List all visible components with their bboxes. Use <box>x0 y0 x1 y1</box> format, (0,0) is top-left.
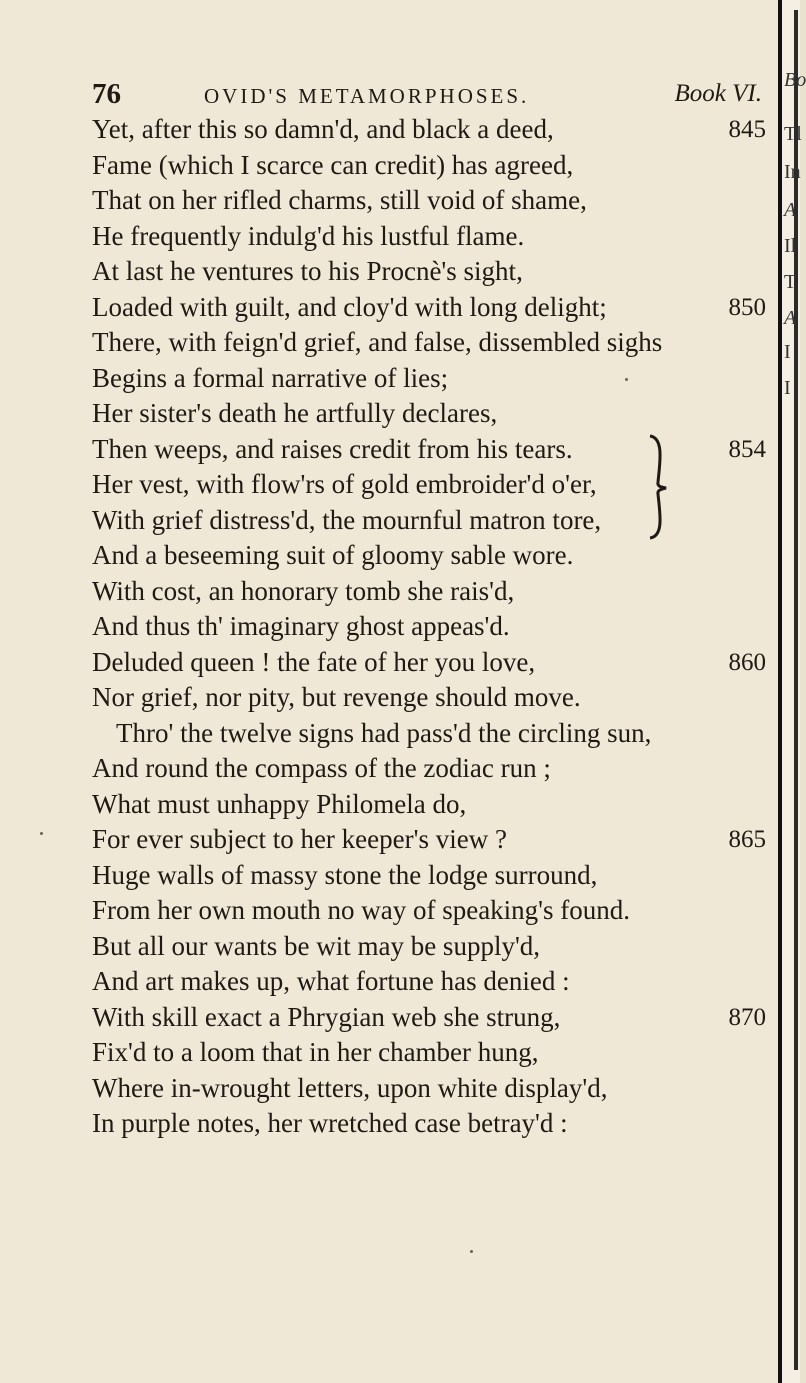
verse-line <box>92 290 776 326</box>
verse-text: At last he ventures to his Procnè's sight, <box>92 256 523 286</box>
verse-text: Yet, after this so damn'd, and black a deed, <box>92 114 554 144</box>
verse-text: Her vest, with flow'rs of gold embroider'd o'er, <box>92 469 597 499</box>
adjacent-glyph: I <box>784 341 791 363</box>
verse-text: Loaded with guilt, and cloy'd with long delight; <box>92 291 607 322</box>
verse-text: Fame (which I scarce can credit) has agreed, <box>92 149 574 180</box>
adjacent-glyph: In <box>784 161 801 183</box>
adjacent-glyph: A <box>784 199 797 221</box>
line-number: 850 <box>728 293 766 321</box>
verse-text: Her sister's death he artfully declares, <box>92 398 498 428</box>
verse-line <box>92 361 776 397</box>
verse-line <box>92 148 776 184</box>
verse-text: He frequently indulg'd his lustful flame. <box>92 220 525 251</box>
verse-line <box>92 574 776 610</box>
verse-text: That on her rifled charms, still void of shame, <box>92 185 587 215</box>
verse-text: Huge walls of massy stone the lodge surround, <box>92 859 598 890</box>
verse-text: There, with feign'd grief, and false, dissembled sighs <box>92 327 663 357</box>
verse-text: In purple notes, her wretched case betray'd : <box>92 1108 568 1138</box>
verse-line <box>92 503 776 539</box>
adjacent-glyph: A <box>784 307 797 329</box>
verse-text: With grief distress'd, the mournful matron tore, <box>92 504 602 535</box>
verse-text: Nor grief, nor pity, but revenge should move. <box>92 682 581 712</box>
verse-text: With skill exact a Phrygian web she strung, <box>92 1001 561 1032</box>
triplet-brace <box>646 432 670 542</box>
verse-line <box>92 858 776 894</box>
verse-text: And a beseeming suit of gloomy sable wore. <box>92 540 574 570</box>
verse-line <box>92 467 776 503</box>
running-head <box>92 78 768 114</box>
paper-speck <box>625 378 628 381</box>
verse-line <box>92 751 776 787</box>
verse-text: From her own mouth no way of speaking's found. <box>92 895 631 925</box>
line-number: 865 <box>728 826 766 853</box>
line-number: 860 <box>728 648 766 676</box>
verse-line <box>92 716 776 752</box>
paper-speck <box>470 1250 473 1253</box>
verse-text: Then weeps, and raises credit from his tears. <box>92 433 573 464</box>
verse-line <box>92 1071 776 1107</box>
verse-text: Begins a formal narrative of lies; <box>92 362 449 393</box>
verse-line <box>92 432 776 468</box>
verse-line <box>92 183 776 219</box>
verse-text: For ever subject to her keeper's view ? <box>92 824 507 854</box>
verse-text: And thus th' imaginary ghost appeas'd. <box>92 611 510 641</box>
verse-line <box>92 1035 776 1071</box>
verse-text: What must unhappy Philomela do, <box>92 788 467 819</box>
verse-text: With cost, an honorary tomb she rais'd, <box>92 575 515 606</box>
paper-speck <box>40 832 43 835</box>
verse-line <box>92 254 776 290</box>
verse-text: And round the compass of the zodiac run ; <box>92 753 551 783</box>
verse-line <box>92 645 776 681</box>
page-number: 76 <box>92 78 121 110</box>
adjacent-glyph: Tl <box>784 123 802 145</box>
verse-line <box>92 538 776 574</box>
verse-line <box>92 929 776 965</box>
adjacent-glyph: T <box>784 271 797 293</box>
line-number: 845 <box>728 116 766 143</box>
verse-text: And art makes up, what fortune has denied : <box>92 966 570 996</box>
adjacent-glyph: Bo <box>784 69 806 91</box>
verse-line <box>92 396 776 432</box>
verse-text: Deluded queen ! the fate of her you love, <box>92 646 536 677</box>
line-number: 854 <box>728 435 766 463</box>
book-label: Book VI. <box>674 80 762 107</box>
verse-text: But all our wants be wit may be supply'd, <box>92 930 541 961</box>
verse-text: Where in-wrought letters, upon white display'd, <box>92 1072 608 1103</box>
verse-line <box>92 680 776 716</box>
verse-line <box>92 112 776 148</box>
verse-line <box>92 1000 776 1036</box>
verse-line <box>92 609 776 645</box>
verse-line <box>92 822 776 858</box>
adjacent-page-edge <box>778 0 806 1383</box>
verse-text: Thro' the twelve signs had pass'd the circling sun, <box>116 717 652 748</box>
verse-line <box>92 325 776 361</box>
verse-line <box>92 964 776 1000</box>
verse-line <box>92 893 776 929</box>
verse-line <box>92 787 776 823</box>
line-number: 870 <box>728 1003 766 1031</box>
verse-line <box>92 219 776 255</box>
verse-line <box>92 1106 776 1142</box>
adjacent-glyph: Il <box>784 235 797 257</box>
verse-text: Fix'd to a loom that in her chamber hung, <box>92 1037 539 1067</box>
running-title: OVID'S METAMORPHOSES. <box>204 84 530 108</box>
verse-block <box>92 112 776 1142</box>
adjacent-glyph: I <box>784 377 791 399</box>
